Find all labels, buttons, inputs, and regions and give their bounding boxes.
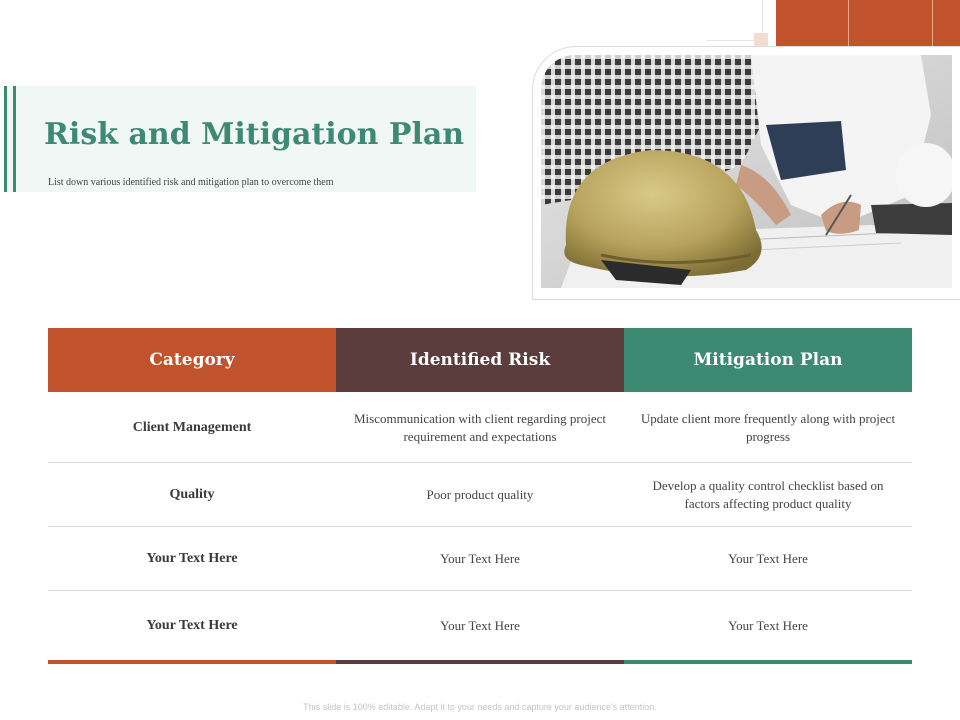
table-row <box>48 463 912 527</box>
bottom-accent-bar <box>336 660 624 664</box>
table-row <box>48 527 912 591</box>
risk-cell: Miscommunication with client regarding project requirement and expectations <box>354 410 606 444</box>
header-mitigation-plan: Mitigation Plan <box>624 328 912 392</box>
mitigation-cell: Update client more frequently along with project progress <box>640 410 896 444</box>
category-cell: Your Text Here <box>146 617 238 633</box>
bottom-accent-bar <box>48 660 336 664</box>
risk-cell: Your Text Here <box>440 551 520 566</box>
category-cell: Quality <box>169 487 215 502</box>
decorative-line <box>848 0 849 46</box>
decorative-square <box>754 33 768 47</box>
decorative-line <box>932 0 933 46</box>
risk-cell: Your Text Here <box>440 617 520 633</box>
category-cell: Your Text Here <box>146 551 238 566</box>
table-row <box>48 591 912 660</box>
mitigation-cell: Your Text Here <box>728 617 808 633</box>
header-identified-risk: Identified Risk <box>336 328 624 392</box>
decorative-top-block <box>776 0 960 46</box>
accent-bar <box>4 86 7 192</box>
accent-bar <box>13 86 16 192</box>
footer-note: This slide is 100% editable. Adapt it to your needs and capture your audience's attention. <box>303 702 657 712</box>
mitigation-cell: Develop a quality control checklist based on factors affecting product quality <box>652 478 884 511</box>
category-cell: Client Management <box>132 419 252 435</box>
bottom-accent-bar <box>624 660 912 664</box>
page-subtitle: List down various identified risk and mitigation plan to overcome them <box>48 177 334 188</box>
header-category: Category <box>48 328 336 392</box>
risk-cell: Poor product quality <box>426 487 534 502</box>
page-title: Risk and Mitigation Plan <box>44 117 465 152</box>
construction-photo <box>541 55 952 288</box>
table-row <box>48 392 912 463</box>
mitigation-cell: Your Text Here <box>728 551 808 566</box>
